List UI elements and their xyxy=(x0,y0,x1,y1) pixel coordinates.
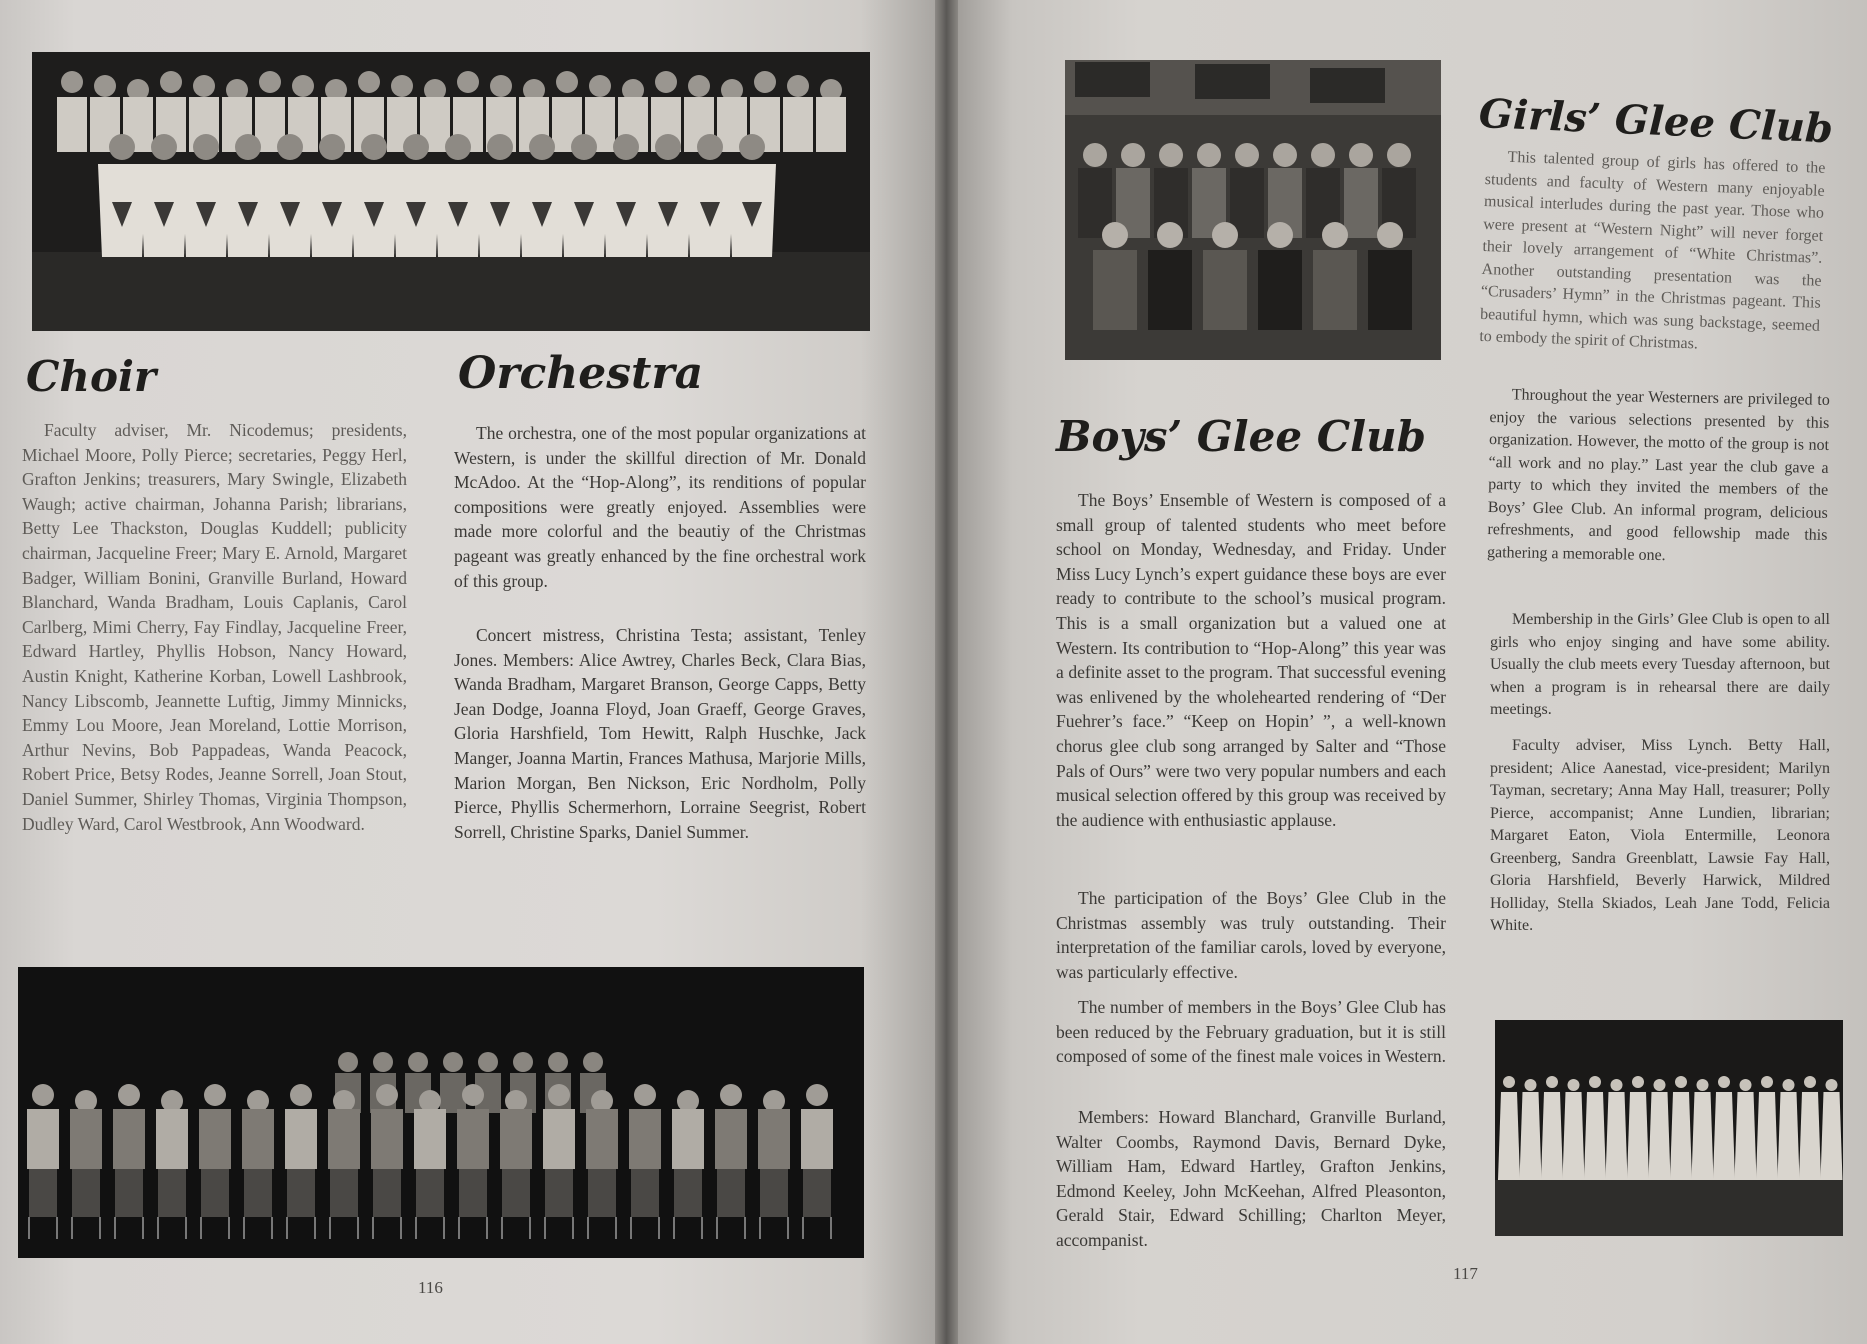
orchestra-intro-text: The orchestra, one of the most popular organizations at Western, is under the skillful direction of Mr. Donald McAdoo. At the “Hop-Along”, its renditions of popular compositions were greatly enjoyed. Assemblies were made more colorful and the beautiy of the Christmas pageant was greatly enhanced by the fine orchestral work of this group. xyxy=(454,423,866,591)
girls-glee-club-members-text: Faculty adviser, Miss Lynch. Betty Hall, president; Alice Aanestad, vice-president; Marilyn Tayman, secretary; Anna May Hall, treasurer; Polly Pierce, accompanist; Anne Lundien, librarian; Margaret Eaton, Viola Entermille, Leonora Greenberg, Sandra Greenblatt, Lawsie Fay Hall, Gloria Harshfield, Beverly Harwick, Mildred Holliday, Stella Skiados, Leah Jane Todd, Felicia White. xyxy=(1490,737,1830,934)
girls-glee-club-photo xyxy=(1495,1020,1843,1236)
orchestra-photo xyxy=(18,967,864,1258)
girls-glee-club-activities-text: Throughout the year Westerners are privileged to enjoy the various selections presented by this organization. However, the motto of the group is not “all work and no play.” Last year the club gave a party to which they invited the members of the Boys’ Glee Club. An informal program, delicious refreshments, and good fellowship made this gathering a memorable one. xyxy=(1486,386,1830,564)
right-page xyxy=(958,0,1867,1344)
boys-glee-club-intro-text: The Boys’ Ensemble of Western is composed of a small group of talented students who meet before school on Monday, Wednesday, and Friday. Under Miss Lucy Lynch’s expert guidance these boys are ever ready to contribute to the school’s musical program. This is a small organization but a valued one at Western. Its contribution to “Hop-Along” this year was a definite asset to the program. That successful evening was enlivened by the wholehearted rendering of “Der Fuehrer’s face.” “Keep on Hopin’ ”, a well-known chorus glee club song arranged by Salter and “Those Pals of Ours” were two very popular numbers and each musical selection offered by this group was received by the audience with enthusiastic applause. xyxy=(1056,490,1446,830)
boys-glee-club-membership-text: The number of members in the Boys’ Glee Club has been reduced by the February graduation, but it is still composed of some of the finest male voices in Western. xyxy=(1056,997,1446,1067)
boys-glee-club-christmas-text: The participation of the Boys’ Glee Club in the Christmas assembly was truly outstanding. Their interpretation of the familiar carols, loved by everyone, was particularly effective. xyxy=(1056,888,1446,982)
girls-glee-club-intro-text: This talented group of girls has offered to the students and faculty of Western many enjoyable musical interludes during the past year. Those who were present at “Western Night” will never forget their lovely arrangement of “White Christmas”. Another outstanding presentation was the “Crusaders’ Hymn” in the Christmas pageant. This beautiful hymn, which was sung backstage, seemed to embody the spirit of Christmas. xyxy=(1479,148,1826,353)
orchestra-members-text: Concert mistress, Christina Testa; assistant, Tenley Jones. Members: Alice Awtrey, Charles Beck, Clara Bias, Wanda Bradham, Margaret Branson, George Capps, Betty Jean Dodge, Joanna Floyd, Joan Graeff, George Graves, Gloria Harshfield, Tom Hewitt, Ralph Huschke, Jack Manger, Joanna Martin, Frances Mathusa, Marjorie Mills, Marion Morgan, Ben Nickson, Eric Nordholm, Polly Pierce, Phyllis Schermerhorn, Lorraine Seegrist, Robert Sorrell, Christine Sparks, Daniel Summer. xyxy=(454,625,866,842)
choir-heading: Choir xyxy=(26,352,157,401)
girls-glee-club-heading: Girls’ Glee Club xyxy=(1477,90,1834,153)
boys-glee-club-heading: Boys’ Glee Club xyxy=(1056,412,1426,461)
orchestra-heading: Orchestra xyxy=(458,348,704,399)
book-gutter xyxy=(935,0,958,1344)
boys-glee-club-photo xyxy=(1065,60,1441,360)
page-number-right: 117 xyxy=(1453,1264,1478,1283)
choir-photo xyxy=(32,52,870,331)
boys-glee-club-members-text: Members: Howard Blanchard, Granville Burland, Walter Coombs, Raymond Davis, Bernard Dyke, William Ham, Edward Hartley, Grafton Jenkins, Edmond Keeley, John McKeehan, Alfred Pleasonton, Gerald Stair, Edward Schilling; Charlton Meyer, accompanist. xyxy=(1056,1107,1446,1250)
choir-text: Faculty adviser, Mr. Nicodemus; presidents, Michael Moore, Polly Pierce; secretaries, Peggy Herl, Grafton Jenkins; treasurers, Mary Swingle, Elizabeth Waugh; active chairman, Johanna Parish; librarians, Betty Lee Thackston, Douglas Kuddell; publicity chairman, Jacqueline Freer; Mary E. Arnold, Margaret Badger, William Bonini, Granville Burland, Howard Blanchard, Wanda Bradham, Louis Caplanis, Carol Carlberg, Mimi Cherry, Fay Findlay, Jacqueline Freer, Edward Hartley, Phyllis Hobson, Nancy Howard, Austin Knight, Katherine Korban, Lowell Lashbrook, Nancy Libscomb, Jeannette Luftig, Jimmy Minnicks, Emmy Lou Moore, Jean Moreland, Lottie Morrison, Arthur Nevins, Bob Pappadeas, Wanda Peacock, Robert Price, Betsy Rodes, Jeanne Sorrell, Joan Stout, Daniel Summer, Shirley Thomas, Virginia Thompson, Dudley Ward, Carol Westbrook, Ann Woodward. xyxy=(22,420,407,834)
page-number-left: 116 xyxy=(418,1278,443,1297)
girls-glee-club-membership-text: Membership in the Girls’ Glee Club is open to all girls who enjoy singing and have some ability. Usually the club meets every Tuesday afternoon, but when a program is in rehearsal there are daily meetings. xyxy=(1490,611,1830,718)
